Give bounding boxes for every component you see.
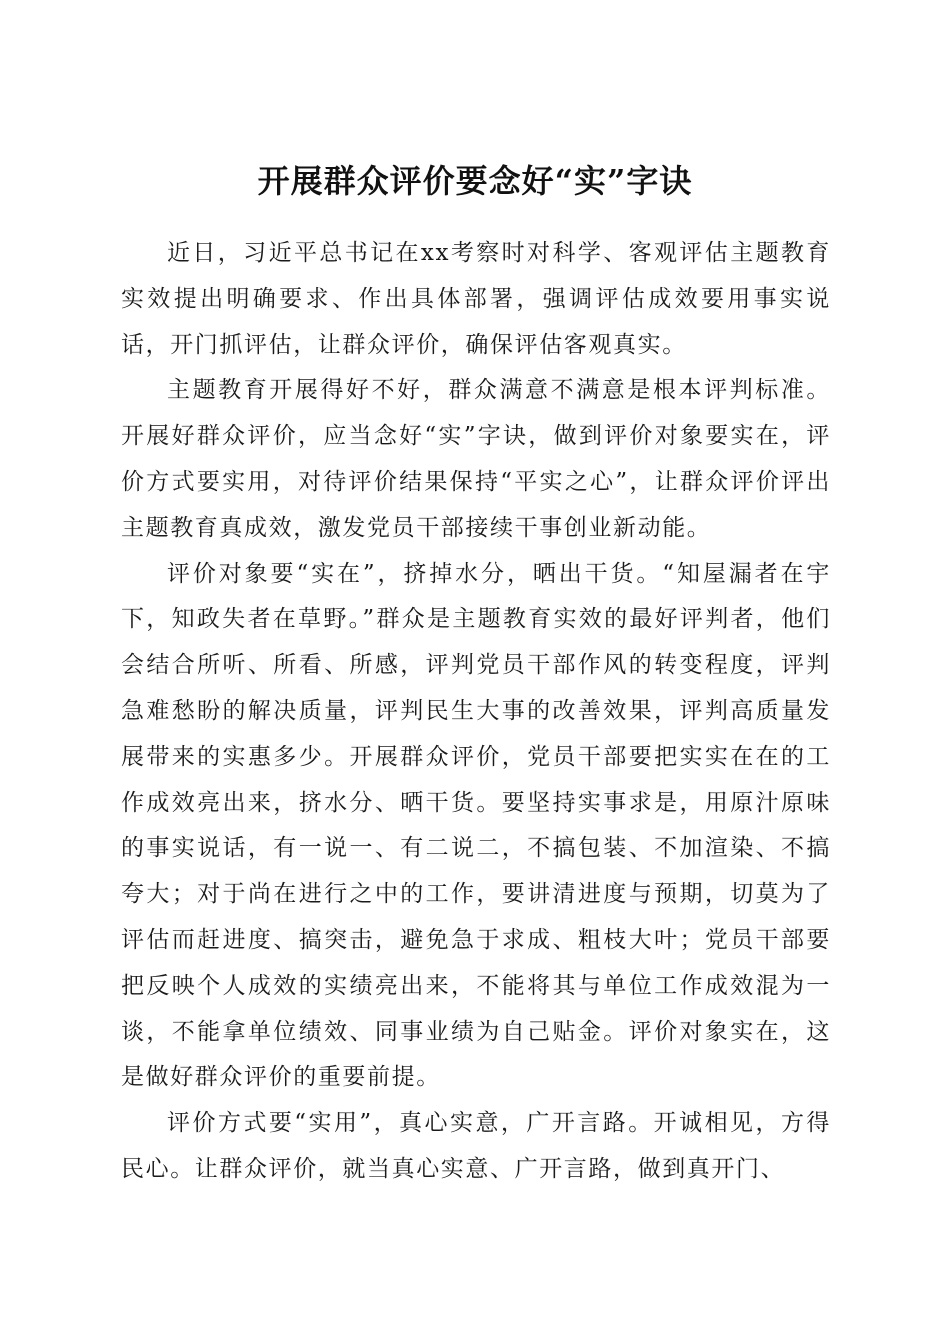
document-body (121, 231, 831, 1193)
paragraph: 评价对象要“实在”，挤掉水分，晒出干货。“知屋漏者在宇下，知政失者在草野。”群众是主题教育实效的最好评判者，他们会结合所听、所看、所感，评判党员干部作风的转变程度，评判急难愁盼的解决质量，评判民生大事的改善效果，评判高质量发展带来的实惠多少。开展群众评价，党员干部要把实实在在的工作成效亮出来，挤水分、晒干货。要坚持实事求是，用原汁原味的事实说话，有一说一、有二说二，不搞包装、不加渲染、不搞夸大；对于尚在进行之中的工作，要讲清进度与预期，切莫为了评估而赶进度、搞突击，避免急于求成、粗枝大叶；党员干部要把反映个人成效的实绩亮出来，不能将其与单位工作成效混为一谈，不能拿单位绩效、同事业绩为自己贴金。评价对象实在，这是做好群众评价的重要前提。 (121, 560, 831, 1091)
paragraph: 近日，习近平总书记在xx考察时对科学、客观评估主题教育实效提出明确要求、作出具体部署，强调评估成效要用事实说话，开门抓评估，让群众评价，确保评估客观真实。 (121, 240, 831, 358)
paragraph: 主题教育开展得好不好，群众满意不满意是根本评判标准。开展好群众评价，应当念好“实”字诀，做到评价对象要实在，评价方式要实用，对待评价结果保持“平实之心”，让群众评价评出主题教育真成效，激发党员干部接续干事创业新动能。 (121, 377, 831, 541)
document-title: 开展群众评价要念好“实”字诀 (257, 162, 693, 201)
paragraph: 评价方式要“实用”，真心实意，广开言路。开诚相见，方得民心。让群众评价，就当真心实意、广开言路，做到真开门、 (121, 1110, 831, 1182)
